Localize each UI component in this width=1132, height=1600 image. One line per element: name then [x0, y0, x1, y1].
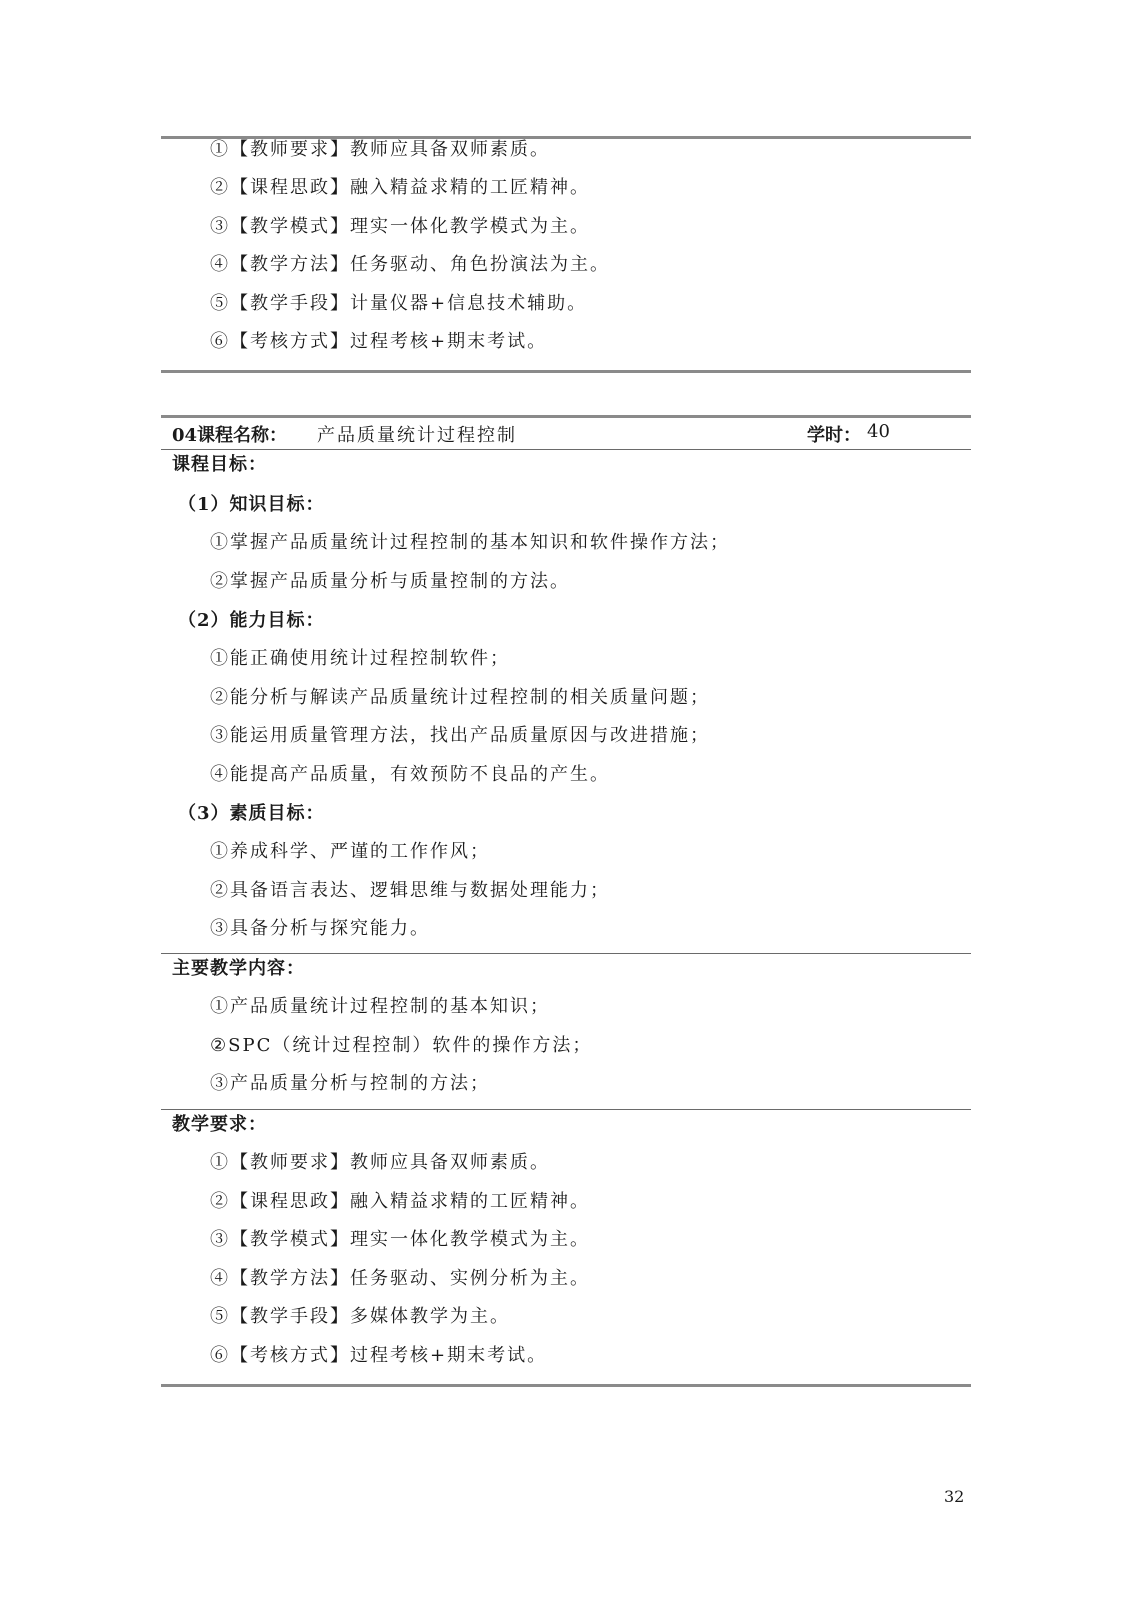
- course-name: 产品质量统计过程控制: [317, 425, 517, 446]
- list-item: ③【教学模式】理实一体化教学模式为主。: [210, 1229, 590, 1250]
- knowledge-objectives-heading: （1）知识目标：: [178, 494, 325, 515]
- content-heading: 主要教学内容：: [172, 958, 305, 979]
- list-item: ①养成科学、严谨的工作作风；: [210, 841, 490, 862]
- list-item: ⑥【考核方式】过程考核+期末考试。: [210, 331, 548, 352]
- list-item: ①【教师要求】教师应具备双师素质。: [210, 139, 550, 160]
- list-item: ①产品质量统计过程控制的基本知识；: [210, 996, 550, 1017]
- list-item: ④【教学方法】任务驱动、角色扮演法为主。: [210, 254, 610, 275]
- list-item: ③具备分析与探究能力。: [210, 918, 430, 939]
- list-item: ②掌握产品质量分析与质量控制的方法。: [210, 571, 570, 592]
- list-item: ⑤【教学手段】计量仪器+信息技术辅助。: [210, 293, 588, 314]
- list-item: ⑤【教学手段】多媒体教学为主。: [210, 1306, 510, 1327]
- list-item: ②能分析与解读产品质量统计过程控制的相关质量问题；: [210, 687, 710, 708]
- list-item: ③产品质量分析与控制的方法；: [210, 1073, 490, 1094]
- list-item: ④【教学方法】任务驱动、实例分析为主。: [210, 1268, 590, 1289]
- requirements-heading: 教学要求：: [172, 1114, 267, 1135]
- quality-objectives-heading: （3）素质目标：: [178, 803, 325, 824]
- list-item: ③能运用质量管理方法，找出产品质量原因与改进措施；: [210, 725, 710, 746]
- course-top-rule: [161, 415, 971, 418]
- course-hours-label: 学时：: [807, 425, 861, 446]
- list-item: ②SPC（统计过程控制）软件的操作方法；: [210, 1035, 593, 1056]
- objectives-heading: 课程目标：: [172, 454, 267, 475]
- course-header-row: [172, 421, 962, 445]
- list-item: ①【教师要求】教师应具备双师素质。: [210, 1152, 550, 1173]
- course-bottom-rule: [161, 1384, 971, 1387]
- requirements-divider: [161, 1109, 971, 1110]
- list-item: ②具备语言表达、逻辑思维与数据处理能力；: [210, 880, 610, 901]
- top-section-bottom-rule: [161, 370, 971, 373]
- list-item: ①能正确使用统计过程控制软件；: [210, 648, 510, 669]
- list-item: ③【教学模式】理实一体化教学模式为主。: [210, 216, 590, 237]
- course-hours-value: 40: [867, 421, 890, 442]
- course-header-divider: [161, 449, 971, 450]
- ability-objectives-heading: （2）能力目标：: [178, 610, 325, 631]
- page-number: 32: [944, 1487, 965, 1506]
- list-item: ⑥【考核方式】过程考核+期末考试。: [210, 1345, 548, 1366]
- list-item: ①掌握产品质量统计过程控制的基本知识和软件操作方法；: [210, 532, 730, 553]
- list-item: ②【课程思政】融入精益求精的工匠精神。: [210, 1191, 590, 1212]
- list-item: ④能提高产品质量，有效预防不良品的产生。: [210, 764, 610, 785]
- course-name-label: 04课程名称：: [172, 425, 288, 446]
- list-item: ②【课程思政】融入精益求精的工匠精神。: [210, 177, 590, 198]
- content-divider: [161, 953, 971, 954]
